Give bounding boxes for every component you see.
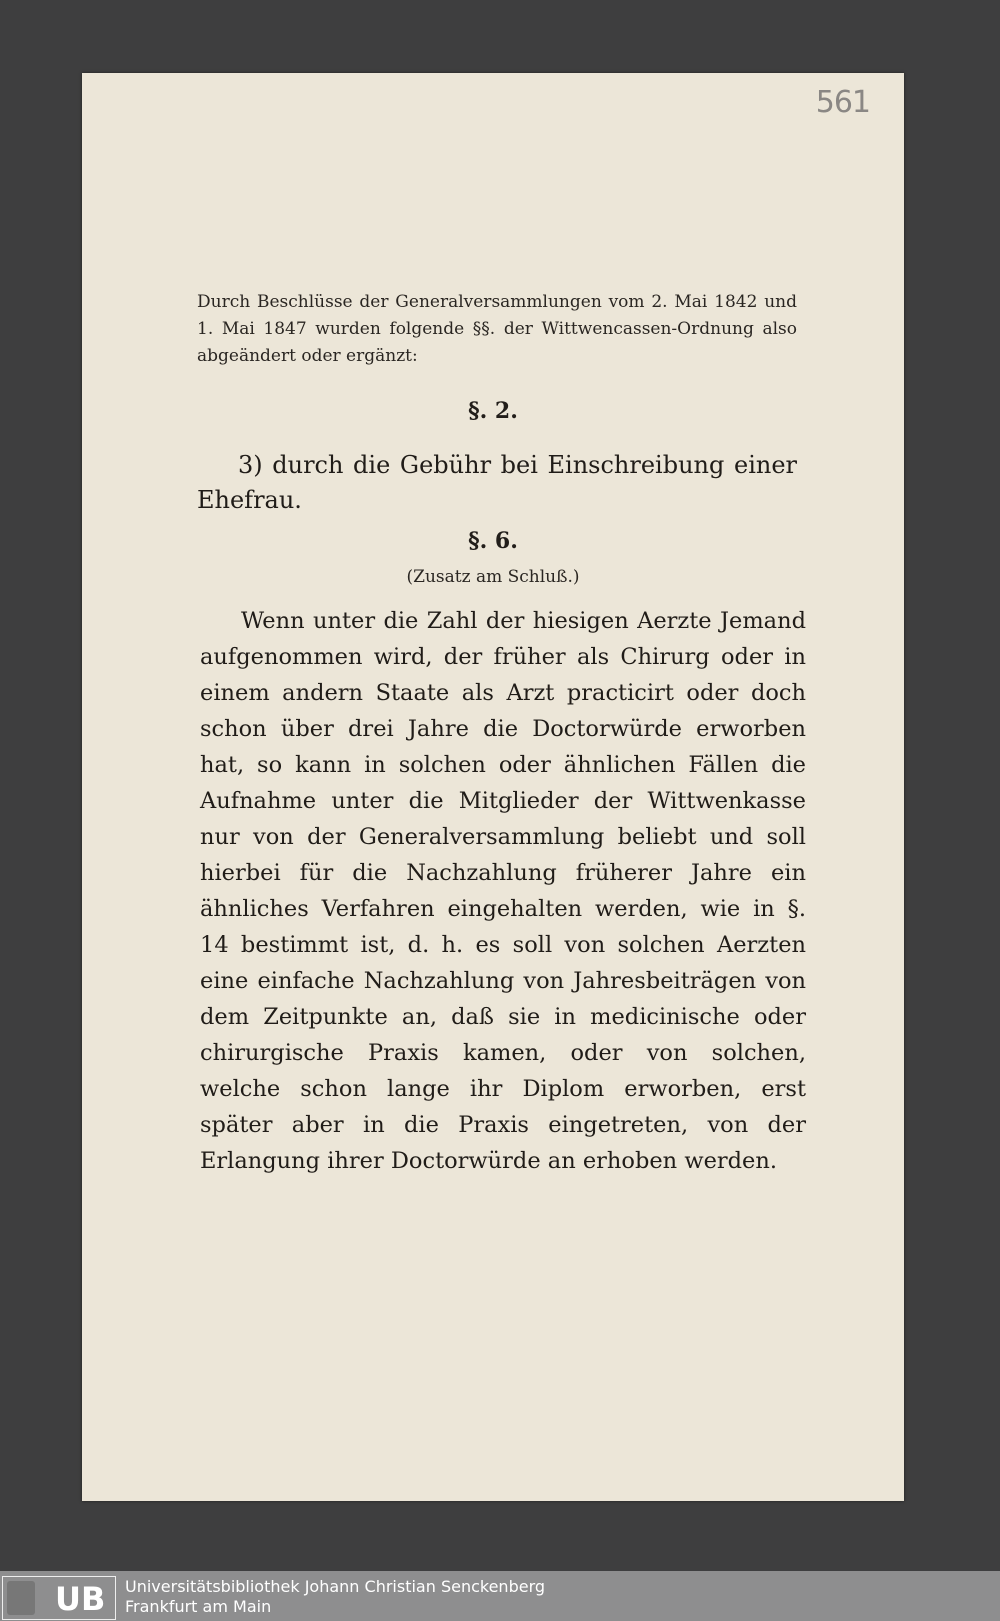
intro-paragraph [197, 289, 797, 370]
section-6-heading: §. 6. [468, 528, 518, 554]
pencil-page-number: 561 [815, 85, 870, 120]
library-name: Universitätsbibliothek Johann Christian Senckenberg [125, 1577, 546, 1596]
section-6-note: (Zusatz am Schluß.) [406, 567, 580, 587]
document-page [82, 73, 904, 1501]
section-2-item-text: 3) durch die Gebühr bei Einschreibung einer Ehefrau. [197, 451, 797, 514]
section-6-body [200, 603, 806, 1179]
portrait-icon [7, 1581, 35, 1615]
logo-text: UB [55, 1580, 106, 1618]
section-2-item [197, 448, 797, 518]
footer-text [125, 1577, 545, 1617]
section-6-body-text: Wenn unter die Zahl der hiesigen Aerzte Jemand aufgenommen wird, der früher als Chirurg oder in einem andern Staate als Arzt practicirt oder doch schon über drei Jahre die Doctorwürde erworben hat, so kann in solchen oder ähnlichen Fällen die Aufnahme unter die Mitglieder der Wittwenkasse nur von der Generalversammlung beliebt und soll hierbei für die Nachzahlung früherer Jahre ein ähnliches Verfahren eingehalten werden, wie in §. 14 bestimmt ist, d. h. es soll von solchen Aerzten eine einfache Nachzahlung von Jahresbeiträgen von dem Zeitpunkte an, daß sie in medicinische oder chirurgische Praxis kamen, oder von solchen, welche schon lange ihr Diplom erworben, erst später aber in die Praxis eingetreten, von der Erlangung ihrer Doctorwürde an erhoben werden. [200, 608, 806, 1174]
section-2-heading: §. 2. [468, 398, 518, 424]
library-logo[interactable] [2, 1576, 116, 1620]
library-city: Frankfurt am Main [125, 1597, 272, 1616]
intro-text: Durch Beschlüsse der Generalversammlungen vom 2. Mai 1842 und 1. Mai 1847 wurden folgende §§. der Wittwencassen-Ordnung also abgeändert oder ergänzt: [197, 292, 797, 366]
footer-bar [0, 1571, 1000, 1621]
